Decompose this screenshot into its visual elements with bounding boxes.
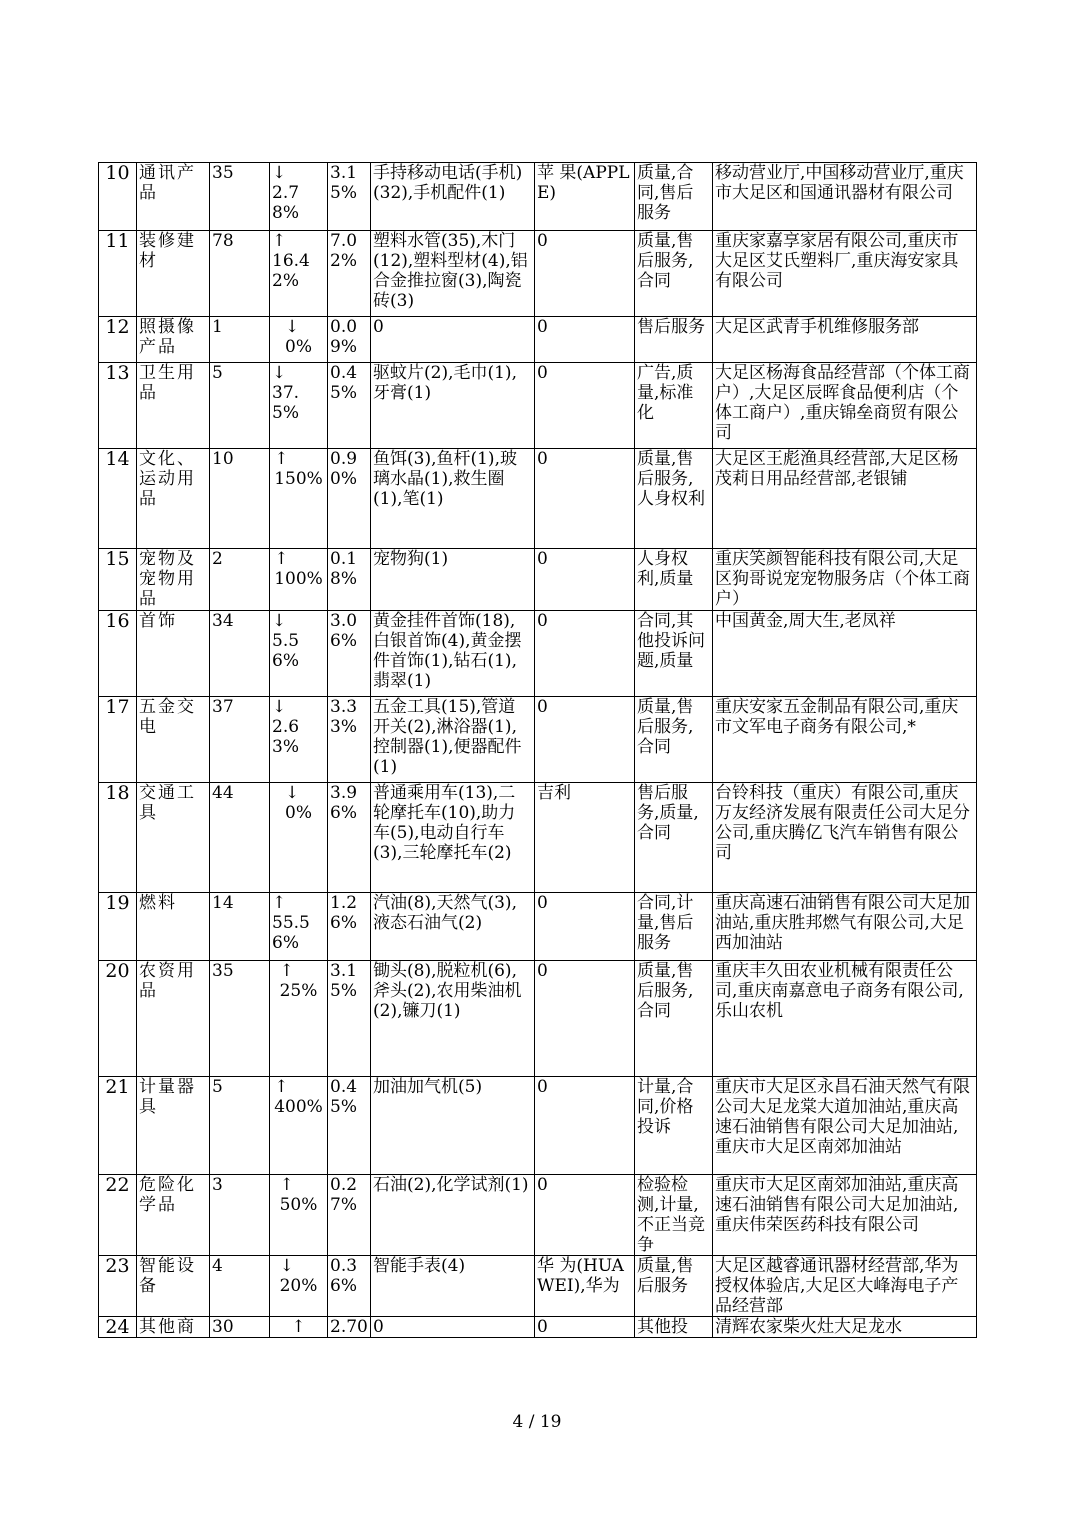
brand-cell: 0 [535,317,635,363]
row-number: 21 [99,1077,137,1175]
category-cell: 首饰 [137,611,210,697]
trend-wrap [291,1317,305,1337]
category-cell: 文化、运动用品 [137,449,210,549]
complaint-count-cell: 78 [210,231,270,317]
row-number: 14 [99,449,137,549]
change-percent: 0% [285,803,312,823]
merchants-cell: 大足区王彪渔具经营部,大足区杨茂莉日用品经营部,老银铺 [713,449,977,549]
table-row [99,893,977,961]
items-cell: 锄头(8),脱粒机(6),斧头(2),农用柴油机(2),镰刀(1) [371,961,535,1077]
complaint-count-cell: 5 [210,1077,270,1175]
complaint-count-cell: 3 [210,1175,270,1256]
trend-wrap [285,317,312,357]
issues-cell: 人身权利,质量 [635,549,713,611]
brand-cell: 0 [535,449,635,549]
items-cell: 五金工具(15),管道开关(2),淋浴器(1),控制器(1),便器配件(1) [371,697,535,783]
page-number: 4 / 19 [512,1412,562,1432]
issues-cell: 其他投 [635,1317,713,1338]
change-percent: 2.78% [272,183,300,223]
brand-cell: 0 [535,231,635,317]
category-cell: 卫生用品 [137,363,210,449]
issues-cell: 质量,售后服务,合同 [635,697,713,783]
share-cell: 0.36% [328,1256,371,1317]
complaint-count-cell: 2 [210,549,270,611]
table-row [99,783,977,893]
brand-cell: 0 [535,961,635,1077]
share-cell: 3.33% [328,697,371,783]
complaint-count-cell: 30 [210,1317,270,1338]
table-row [99,697,977,783]
trend-wrap [280,961,318,1001]
share-cell: 3.96% [328,783,371,893]
arrow-up-icon: ↑ [274,549,289,569]
category-cell: 通讯产品 [137,163,210,231]
brand-cell: 0 [535,1175,635,1256]
category-cell: 农资用品 [137,961,210,1077]
items-cell: 驱蚊片(2),毛巾(1),牙膏(1) [371,363,535,449]
items-cell: 宠物狗(1) [371,549,535,611]
issues-cell: 合同,计量,售后服务 [635,893,713,961]
issues-cell: 售后服务 [635,317,713,363]
category-cell: 五金交电 [137,697,210,783]
change-percent: 0% [285,337,312,357]
change-percent: 55.56% [272,913,310,953]
merchants-cell: 重庆丰久田农业机械有限责任公司,重庆南嘉意电子商务有限公司,乐山农机 [713,961,977,1077]
category-cell: 燃料 [137,893,210,961]
change-percent: 5.56% [272,631,300,671]
trend-cell [270,961,328,1077]
share-cell: 0.18% [328,549,371,611]
arrow-down-icon: ↓ [272,363,287,383]
trend-cell [270,363,328,449]
complaint-table [98,162,977,1338]
category-cell: 智能设备 [137,1256,210,1317]
arrow-down-icon: ↓ [285,317,300,337]
change-percent: 20% [279,1276,318,1296]
change-percent: 100% [274,569,323,589]
trend-cell [270,231,328,317]
trend-wrap [280,1175,318,1215]
items-cell: 0 [371,317,535,363]
issues-cell: 质量,售后服务,合同 [635,231,713,317]
trend-cell [270,697,328,783]
arrow-up-icon: ↑ [279,961,294,981]
table-row [99,317,977,363]
table-row [99,163,977,231]
brand-cell: 吉利 [535,783,635,893]
change-percent: 37.5% [272,383,300,423]
items-cell: 塑料水管(35),木门(12),塑料型材(4),铝合金推拉窗(3),陶瓷砖(3) [371,231,535,317]
table-row [99,449,977,549]
change-percent: 25% [279,981,318,1001]
items-cell: 汽油(8),天然气(3),液态石油气(2) [371,893,535,961]
category-cell: 计量器具 [137,1077,210,1175]
complaint-count-cell: 37 [210,697,270,783]
complaint-count-cell: 1 [210,317,270,363]
change-percent: 50% [279,1195,318,1215]
trend-cell [270,783,328,893]
arrow-down-icon: ↓ [272,163,287,183]
change-percent: 16.42% [272,251,310,291]
items-cell: 黄金挂件首饰(18),白银首饰(4),黄金摆件首饰(1),钻石(1),翡翠(1) [371,611,535,697]
items-cell: 鱼饵(3),鱼杆(1),玻璃水晶(1),救生圈(1),笔(1) [371,449,535,549]
merchants-cell: 重庆高速石油销售有限公司大足加油站,重庆胜邦燃气有限公司,大足西加油站 [713,893,977,961]
row-number: 24 [99,1317,137,1338]
row-number: 15 [99,549,137,611]
merchants-cell: 大足区越睿通讯器材经营部,华为授权体验店,大足区大峰海电子产品经营部 [713,1256,977,1317]
trend-cell [270,1317,328,1338]
brand-cell: 0 [535,363,635,449]
brand-cell: 0 [535,611,635,697]
issues-cell: 质量,售后服务,人身权利 [635,449,713,549]
items-cell: 0 [371,1317,535,1338]
share-cell: 7.02% [328,231,371,317]
share-cell: 2.70 [328,1317,371,1338]
arrow-up-icon: ↑ [291,1317,306,1337]
trend-wrap [272,231,325,291]
table-row [99,231,977,317]
merchants-cell: 移动营业厅,中国移动营业厅,重庆市大足区和国通讯器材有限公司 [713,163,977,231]
merchants-cell: 大足区杨海食品经营部（个体工商户）,大足区辰晖食品便利店（个体工商户）,重庆锦垒商贸有限公司 [713,363,977,449]
row-number: 17 [99,697,137,783]
row-number: 22 [99,1175,137,1256]
arrow-up-icon: ↑ [274,449,289,469]
share-cell: 0.09% [328,317,371,363]
table-row [99,1077,977,1175]
share-cell: 0.45% [328,1077,371,1175]
share-cell: 0.45% [328,363,371,449]
trend-cell [270,1077,328,1175]
brand-cell: 0 [535,1077,635,1175]
items-cell: 石油(2),化学试剂(1) [371,1175,535,1256]
share-cell: 3.15% [328,961,371,1077]
category-cell: 交通工具 [137,783,210,893]
complaint-count-cell: 44 [210,783,270,893]
table-row [99,363,977,449]
share-cell: 3.06% [328,611,371,697]
row-number: 13 [99,363,137,449]
arrow-up-icon: ↑ [279,1175,294,1195]
trend-cell [270,1175,328,1256]
share-cell: 1.26% [328,893,371,961]
trend-cell [270,549,328,611]
merchants-cell: 重庆笑颜智能科技有限公司,大足区狗哥说宠宠物服务店（个体工商户） [713,549,977,611]
issues-cell: 质量,合同,售后服务 [635,163,713,231]
trend-wrap [272,163,325,223]
issues-cell: 售后服务,质量,合同 [635,783,713,893]
brand-cell: 0 [535,697,635,783]
category-cell: 照摄像产品 [137,317,210,363]
table-row [99,1175,977,1256]
row-number: 20 [99,961,137,1077]
table-row [99,1317,977,1338]
row-number: 11 [99,231,137,317]
trend-wrap [272,697,325,757]
row-number: 19 [99,893,137,961]
trend-wrap [274,1077,323,1117]
share-cell: 0.27% [328,1175,371,1256]
trend-cell [270,893,328,961]
row-number: 10 [99,163,137,231]
trend-wrap [272,611,325,671]
trend-cell [270,1256,328,1317]
complaint-count-cell: 4 [210,1256,270,1317]
table-body [99,163,977,1338]
arrow-up-icon: ↑ [272,231,287,251]
arrow-up-icon: ↑ [272,893,287,913]
complaint-count-cell: 35 [210,163,270,231]
table-row [99,549,977,611]
issues-cell: 检验检测,计量,不正当竞争 [635,1175,713,1256]
row-number: 18 [99,783,137,893]
merchants-cell: 中国黄金,周大生,老凤祥 [713,611,977,697]
merchants-cell: 清辉农家柴火灶大足龙水 [713,1317,977,1338]
trend-wrap [272,363,325,423]
arrow-down-icon: ↓ [272,611,287,631]
complaint-count-cell: 14 [210,893,270,961]
change-percent: 150% [274,469,323,489]
items-cell: 加油加气机(5) [371,1077,535,1175]
complaint-count-cell: 34 [210,611,270,697]
share-cell: 3.15% [328,163,371,231]
arrow-down-icon: ↓ [279,1256,294,1276]
row-number: 23 [99,1256,137,1317]
category-cell: 其他商 [137,1317,210,1338]
complaint-count-cell: 10 [210,449,270,549]
row-number: 12 [99,317,137,363]
merchants-cell: 重庆市大足区永昌石油天然气有限公司大足龙棠大道加油站,重庆高速石油销售有限公司大足加油站,重庆市大足区南郊加油站 [713,1077,977,1175]
trend-cell [270,449,328,549]
merchants-cell: 重庆家嘉享家居有限公司,重庆市大足区艾氏塑料厂,重庆海安家具有限公司 [713,231,977,317]
items-cell: 智能手表(4) [371,1256,535,1317]
merchants-cell: 台铃科技（重庆）有限公司,重庆万友经济发展有限责任公司大足分公司,重庆腾亿飞汽车销售有限公司 [713,783,977,893]
trend-wrap [272,893,325,953]
arrow-down-icon: ↓ [272,697,287,717]
trend-cell [270,163,328,231]
issues-cell: 质量,售后服务 [635,1256,713,1317]
trend-cell [270,611,328,697]
arrow-down-icon: ↓ [285,783,300,803]
trend-wrap [274,449,323,489]
complaint-count-cell: 5 [210,363,270,449]
brand-cell: 苹 果(APPLE) [535,163,635,231]
category-cell: 危险化学品 [137,1175,210,1256]
merchants-cell: 重庆安家五金制品有限公司,重庆市文军电子商务有限公司,* [713,697,977,783]
trend-cell [270,317,328,363]
category-cell: 宠物及宠物用品 [137,549,210,611]
row-number: 16 [99,611,137,697]
issues-cell: 合同,其他投诉问题,质量 [635,611,713,697]
arrow-up-icon: ↑ [274,1077,289,1097]
change-percent: 2.63% [272,717,300,757]
table-row [99,961,977,1077]
merchants-cell: 大足区武青手机维修服务部 [713,317,977,363]
share-cell: 0.90% [328,449,371,549]
complaint-count-cell: 35 [210,961,270,1077]
brand-cell: 0 [535,893,635,961]
brand-cell: 0 [535,1317,635,1338]
change-percent: 400% [274,1097,323,1117]
brand-cell: 华 为(HUAWEI),华为 [535,1256,635,1317]
issues-cell: 广告,质量,标准化 [635,363,713,449]
issues-cell: 计量,合同,价格投诉 [635,1077,713,1175]
trend-wrap [285,783,312,823]
category-cell: 装修建材 [137,231,210,317]
merchants-cell: 重庆市大足区南郊加油站,重庆高速石油销售有限公司大足加油站,重庆伟荣医药科技有限公司 [713,1175,977,1256]
trend-wrap [274,549,323,589]
brand-cell: 0 [535,549,635,611]
issues-cell: 质量,售后服务,合同 [635,961,713,1077]
items-cell: 普通乘用车(13),二轮摩托车(10),助力车(5),电动自行车(3),三轮摩托车(2) [371,783,535,893]
table-row [99,611,977,697]
items-cell: 手持移动电话(手机)(32),手机配件(1) [371,163,535,231]
table-row [99,1256,977,1317]
trend-wrap [280,1256,318,1296]
